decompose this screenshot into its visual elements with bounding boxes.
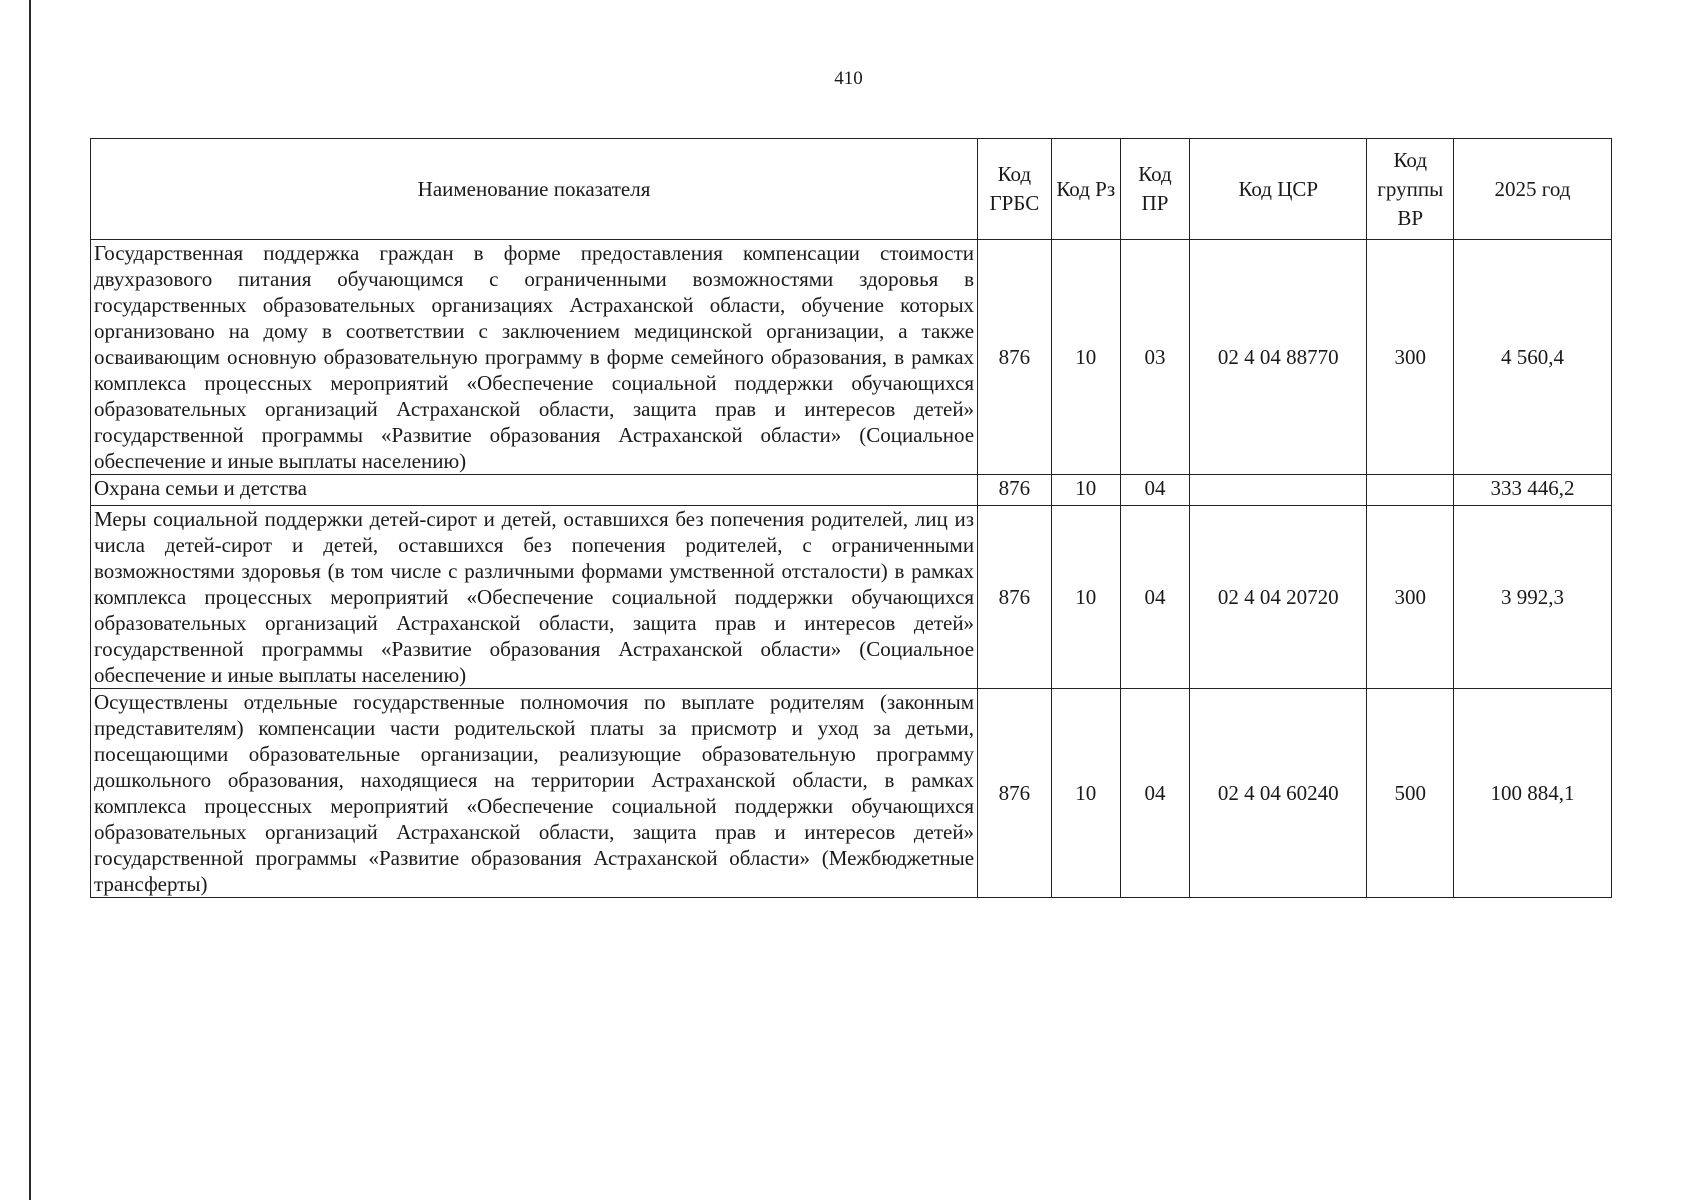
page-binding-line <box>29 0 31 1200</box>
row-amount: 100 884,1 <box>1454 689 1612 898</box>
row-csr: 02 4 04 20720 <box>1190 506 1367 689</box>
row-amount: 4 560,4 <box>1454 240 1612 475</box>
row-csr: 02 4 04 60240 <box>1190 689 1367 898</box>
row-grbs: 876 <box>978 689 1052 898</box>
budget-table <box>90 138 1612 898</box>
row-amount: 3 992,3 <box>1454 506 1612 689</box>
table-row <box>91 506 1612 689</box>
row-vr: 500 <box>1367 689 1454 898</box>
row-name: Охрана семьи и детства <box>91 475 978 506</box>
row-csr <box>1190 475 1367 506</box>
row-grbs: 876 <box>978 240 1052 475</box>
row-name: Государственная поддержка граждан в форме предоставления компенсации стоимости двухразового питания обучающимся с ограниченными возможностями здоровья в государственных образовательных организациях Астраханской области, обучение которых организовано на дому в соответствии с заключением медицинской организации, а также осваивающим основную образовательную программу в форме семейного образования, в рамках комплекса процессных мероприятий «Обеспечение социальной поддержки обучающихся образовательных организаций Астраханской области, защита прав и интересов детей» государственной программы «Развитие образования Астраханской области» (Социальное обеспечение и иные выплаты населению) <box>91 240 978 475</box>
row-rz: 10 <box>1051 240 1120 475</box>
header-vr: Код группы ВР <box>1367 139 1454 240</box>
header-grbs: Код ГРБС <box>978 139 1052 240</box>
row-vr: 300 <box>1367 506 1454 689</box>
header-year: 2025 год <box>1454 139 1612 240</box>
row-csr: 02 4 04 88770 <box>1190 240 1367 475</box>
row-rz: 10 <box>1051 475 1120 506</box>
row-rz: 10 <box>1051 506 1120 689</box>
row-name: Осуществлены отдельные государственные полномочия по выплате родителям (законным представителям) компенсации части родительской платы за присмотр и уход за детьми, посещающими образовательные организации, реализующие образовательную программу дошкольного образования, находящиеся на территории Астраханской области, в рамках комплекса процессных мероприятий «Обеспечение социальной поддержки обучающихся образовательных организаций Астраханской области, защита прав и интересов детей» государственной программы «Развитие образования Астраханской области» (Межбюджетные трансферты) <box>91 689 978 898</box>
row-pr: 04 <box>1120 689 1189 898</box>
row-rz: 10 <box>1051 689 1120 898</box>
row-grbs: 876 <box>978 506 1052 689</box>
row-amount: 333 446,2 <box>1454 475 1612 506</box>
row-pr: 04 <box>1120 475 1189 506</box>
row-pr: 04 <box>1120 506 1189 689</box>
header-csr: Код ЦСР <box>1190 139 1367 240</box>
row-vr: 300 <box>1367 240 1454 475</box>
table-row <box>91 240 1612 475</box>
row-pr: 03 <box>1120 240 1189 475</box>
page-number: 410 <box>834 68 863 89</box>
table-row <box>91 475 1612 506</box>
table-header-row <box>91 139 1612 240</box>
header-rz: Код Рз <box>1051 139 1120 240</box>
header-pr: Код ПР <box>1120 139 1189 240</box>
row-grbs: 876 <box>978 475 1052 506</box>
row-vr <box>1367 475 1454 506</box>
header-name: Наименование показателя <box>91 139 978 240</box>
table-row <box>91 689 1612 898</box>
row-name: Меры социальной поддержки детей-сирот и детей, оставшихся без попечения родителей, лиц из числа детей-сирот и детей, оставшихся без попечения родителей, с ограниченными возможностями здоровья (в том числе с различными формами умственной отсталости) в рамках комплекса процессных мероприятий «Обеспечение социальной поддержки обучающихся образовательных организаций Астраханской области, защита прав и интересов детей» государственной программы «Развитие образования Астраханской области» (Социальное обеспечение и иные выплаты населению) <box>91 506 978 689</box>
